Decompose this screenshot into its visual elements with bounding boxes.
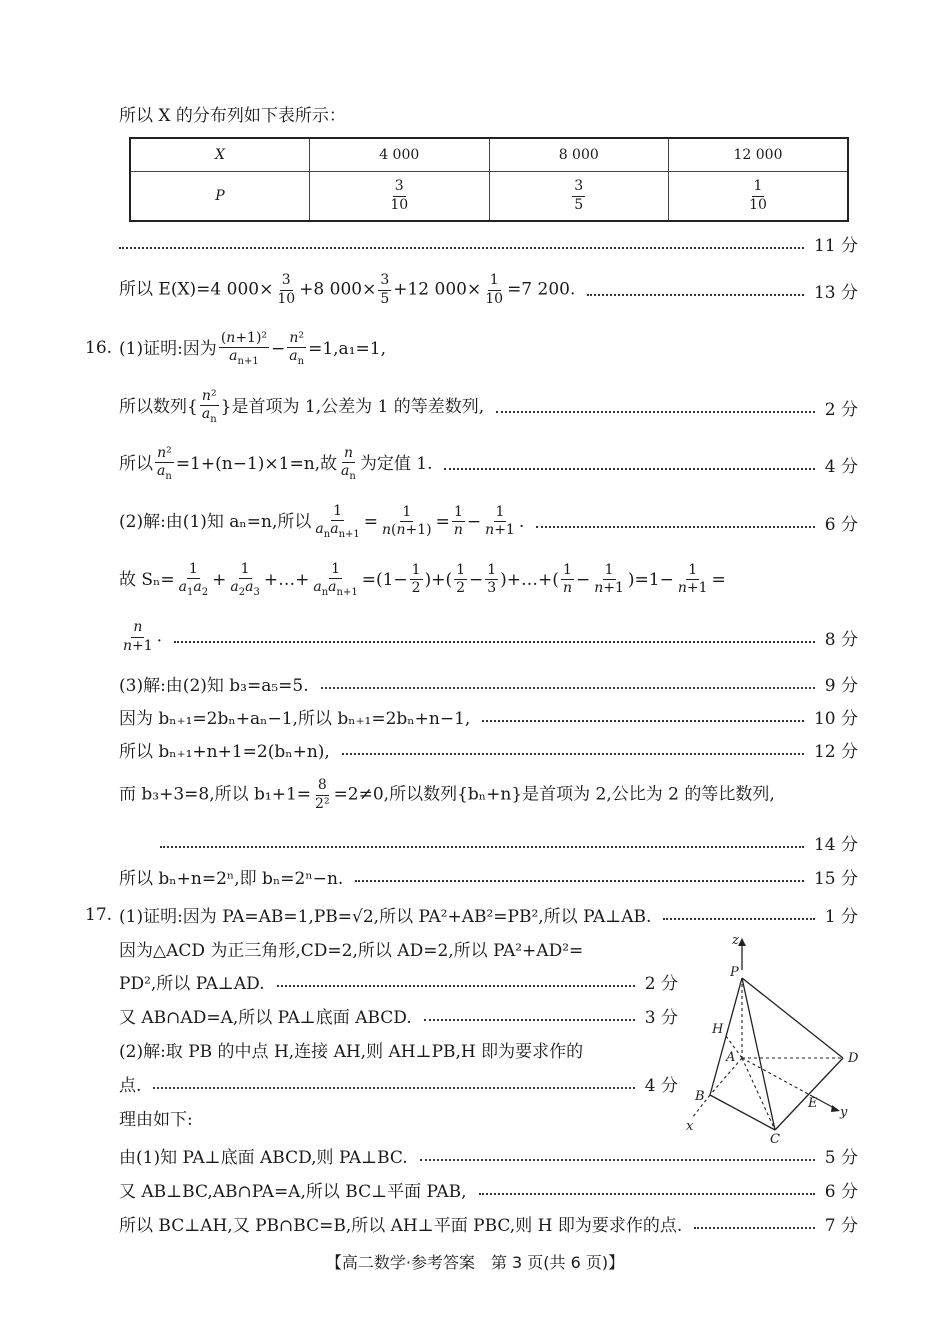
label-p: P — [730, 965, 739, 980]
score: 8 分 — [824, 629, 858, 650]
score: 12 分 — [813, 741, 858, 762]
label-e: E — [808, 1096, 818, 1111]
q16-so: 所以 bₙ₊₁+n+1=2(bₙ+n), 12 分 — [119, 734, 858, 764]
q16-sum-line: 故 Sₙ= $\frac{1}{a_1a_2}$ + $\frac{1}{a_2a_3}$ +…+ $\frac{1}{a_na_{n+1}}$ =(1− $\frac{1}{2}$ )+( $\frac{1}{2}$ − $\frac{1}{3}$ )+…+( $\frac{1}{n}$ − $\frac{1}{n+1}$ )=1− $\frac{1}{n+1}$ = — [119, 560, 726, 598]
score: 1 分 — [824, 906, 858, 927]
q16-final: 所以 bₙ+n=2ⁿ,即 bₙ=2ⁿ−n. 15 分 — [119, 861, 858, 891]
pyramid-figure — [680, 930, 880, 1145]
q16-part3: (3)解:由(2)知 b₃=a₅=5. 9 分 — [119, 668, 858, 698]
score: 4 分 — [644, 1075, 678, 1096]
label-x: x — [686, 1119, 694, 1134]
q17-line: 因为△ACD 为正三角形,CD=2,所以 AD=2,所以 PA²+AD²= — [119, 940, 584, 961]
table-header-p: P — [130, 172, 310, 222]
distribution-table — [129, 137, 849, 222]
q16-head: (1)证明:因为 $\frac{\text{(n+1)²}}{a_{n+1}}$ − $\frac{\text{n²}}{a_n}$ =1,a₁=1, — [119, 329, 386, 367]
q17-line: (2)解:取 PB 的中点 H,连接 AH,则 AH⊥PB,H 即为要求作的 — [119, 1041, 584, 1062]
q16-seq-line: 所以数列{ $\frac{\text{n²}}{a_n}$ }是首项为 1,公差为 1 的等差数列, 2 分 — [119, 387, 858, 425]
q16-so-line: 所以 $\frac{\text{n²}}{a_n}$ =1+(n−1)×1=n,故 $\frac{n}{a_n}$ 为定值 1. 4 分 — [119, 444, 858, 482]
intro-text: 所以 X 的分布列如下表所示： — [119, 105, 346, 126]
edge-bc — [710, 1095, 775, 1130]
q17-line: 所以 BC⊥AH,又 PB∩BC=B,所以 AH⊥平面 PBC,则 H 即为要求作的点. 7 分 — [119, 1208, 858, 1238]
expectation-line: 所以 E(X)=4 000× $\frac{3}{10}$ +8 000× $\frac{3}{5}$ +12 000× $\frac{1}{10}$ =7 200. 13 分 — [119, 272, 858, 307]
table-header-x: X — [130, 138, 310, 172]
score: 7 分 — [824, 1215, 858, 1236]
table-row — [130, 138, 848, 172]
label-a: A — [726, 1050, 736, 1065]
score: 10 分 — [813, 708, 858, 729]
table-row — [130, 172, 848, 222]
score: 2 分 — [644, 973, 678, 994]
edge-cd — [775, 1058, 843, 1130]
score: 5 分 — [824, 1147, 858, 1168]
q17-line: PD²,所以 PA⊥AD. 2 分 — [119, 966, 678, 996]
label-h: H — [712, 1022, 724, 1037]
score: 3 分 — [644, 1007, 678, 1028]
q17-line: 点. 4 分 — [119, 1068, 678, 1098]
score: 11 分 — [813, 235, 858, 256]
label-z: z — [732, 933, 739, 948]
table-cell: 4 000 — [310, 138, 490, 172]
score: 6 分 — [824, 514, 858, 535]
score: 14 分 — [813, 834, 858, 855]
score: 15 分 — [813, 868, 858, 889]
score: 4 分 — [824, 456, 858, 477]
score: 9 分 — [824, 675, 858, 696]
page-footer: 【高二数学·参考答案 第 3 页(共 6 页)】 — [325, 1253, 625, 1272]
score: 6 分 — [824, 1181, 858, 1202]
label-b: B — [695, 1089, 705, 1104]
question-number: 17. — [85, 905, 113, 925]
label-c: C — [770, 1132, 780, 1145]
q17-line: 理由如下: — [119, 1109, 193, 1130]
table-cell: 8 000 — [489, 138, 669, 172]
q17-line: 又 AB⊥BC,AB∩PA=A,所以 BC⊥平面 PAB, 6 分 — [119, 1174, 858, 1204]
label-y: y — [840, 1105, 848, 1120]
q16-sum-result: $\frac{n}{n+1}$ . 8 分 — [123, 619, 858, 654]
table-cell: $\frac{1}{10}$ — [669, 172, 849, 222]
score-line — [160, 827, 858, 857]
table-cell: 12 000 — [669, 138, 849, 172]
q16-because: 因为 bₙ₊₁=2bₙ+aₙ−1,所以 bₙ₊₁=2bₙ+n−1, 10 分 — [119, 701, 858, 731]
score: 2 分 — [824, 399, 858, 420]
question-number: 16. — [85, 338, 113, 358]
segment-ae — [742, 1058, 810, 1095]
q17-line: 又 AB∩AD=A,所以 PA⊥底面 ABCD. 3 分 — [119, 1000, 678, 1030]
table-cell: $\frac{3}{10}$ — [310, 172, 490, 222]
table-cell: $\frac{3}{5}$ — [489, 172, 669, 222]
q16-geometric: 而 b₃+3=8,所以 b₁+1= $\frac{8}{\text{2²}}$ =2≠0,所以数列{bₙ+n}是首项为 2,公比为 2 的等比数列, — [119, 777, 775, 812]
score-line — [119, 228, 858, 258]
score: 13 分 — [813, 282, 858, 303]
label-d: D — [848, 1051, 859, 1066]
q17-line: 由(1)知 PA⊥底面 ABCD,则 PA⊥BC. 5 分 — [119, 1140, 858, 1170]
q16-part2-line: (2)解:由(1)知 aₙ=n,所以 $\frac{1}{a_na_{n+1}}$ = $\frac{1}{n(n+1)}$ = $\frac{1}{n}$ − $\frac{1}{n+1}$ . 6 分 — [119, 502, 858, 540]
q17-line: (1)证明:因为 PA=AB=1,PB=√2,所以 PA²+AB²=PB²,所以 PA⊥AB. 1 分 — [119, 899, 858, 929]
edge-ac — [742, 1058, 775, 1130]
